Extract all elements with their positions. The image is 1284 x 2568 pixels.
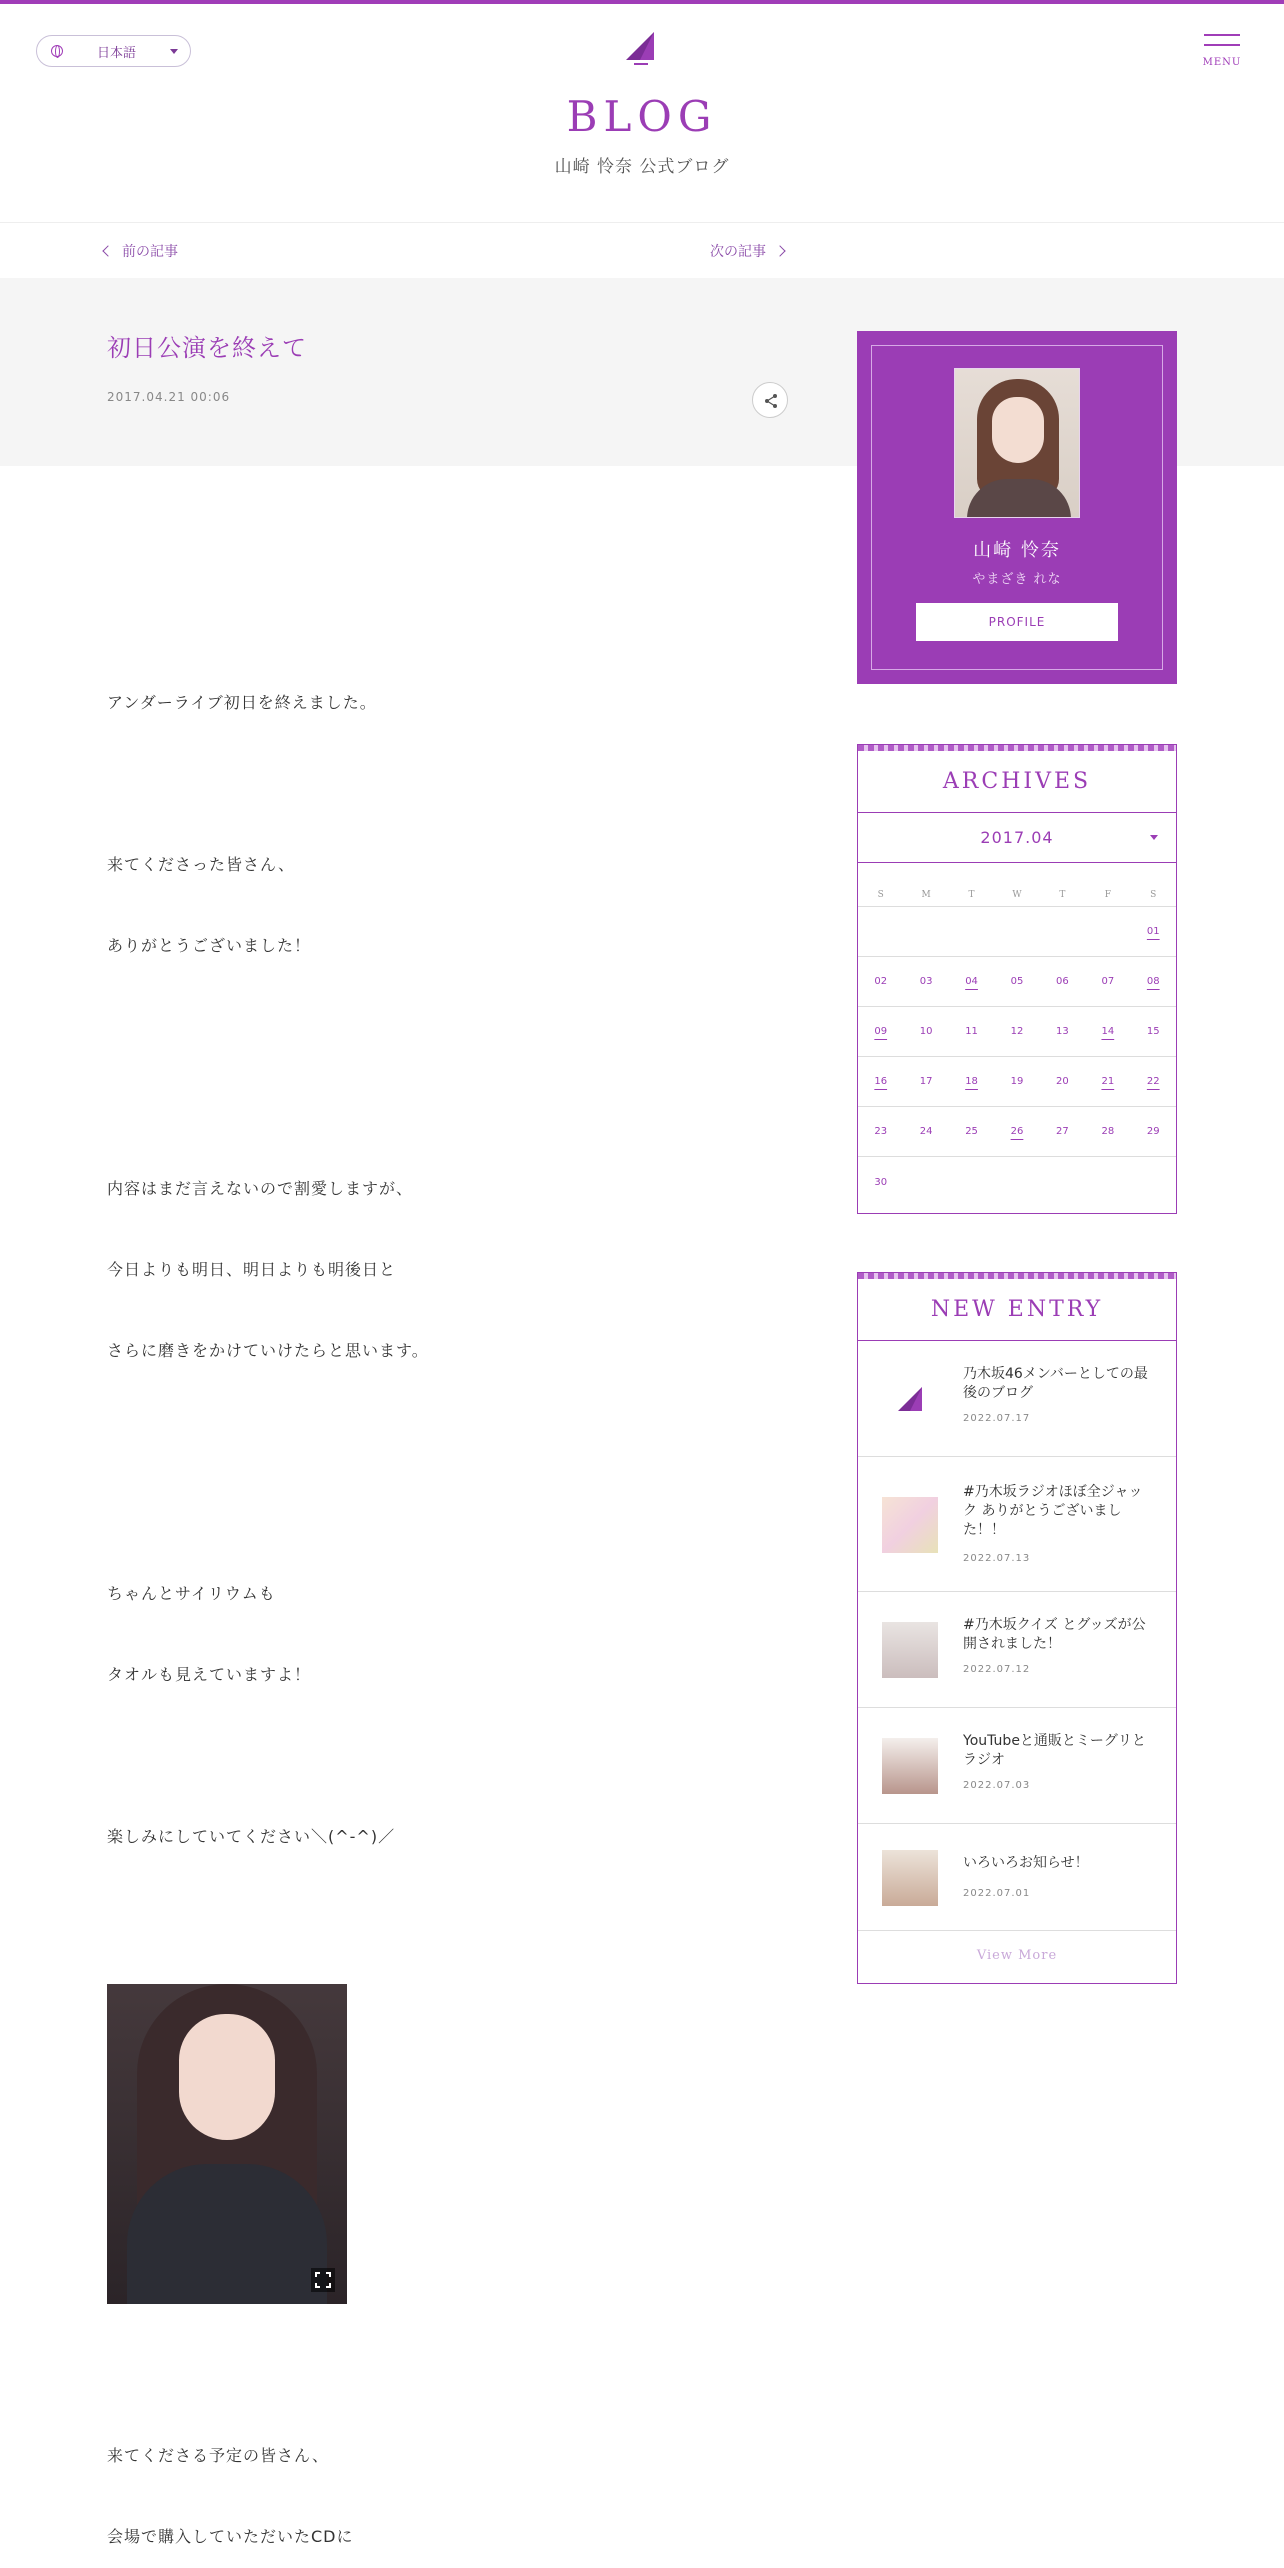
- post-paragraph: 会場で購入していただいたCDに: [107, 2527, 354, 2546]
- profile-photo: [954, 368, 1080, 518]
- weekday-label: M: [921, 890, 931, 900]
- post-paragraph: タオルも見えていますよ！: [107, 1665, 312, 1684]
- post-paragraph: 今日よりも明日、明日よりも明後日と: [107, 1260, 397, 1279]
- calendar-day: 07: [1101, 976, 1115, 987]
- calendar-weekdays: [858, 863, 1176, 907]
- weekday-label: S: [1150, 890, 1157, 900]
- calendar-day: 28: [1101, 1126, 1115, 1137]
- entry-title: いろいろお知らせ！: [963, 1855, 1089, 1871]
- language-selector[interactable]: [36, 35, 191, 67]
- calendar-day: 24: [919, 1126, 933, 1137]
- entry-item[interactable]: [858, 1708, 1176, 1824]
- calendar: [858, 863, 1176, 1207]
- calendar-day: 03: [919, 976, 933, 987]
- calendar-day: 12: [1010, 1026, 1024, 1037]
- calendar-day: 23: [874, 1126, 888, 1137]
- prev-post-label: 前の記事: [122, 244, 178, 260]
- calendar-week: [858, 907, 1176, 957]
- page-subtitle: 山崎 怜奈 公式ブログ: [554, 157, 730, 177]
- caret-down-icon: [1150, 835, 1158, 840]
- post-paragraph: 楽しみにしていてください＼(^-^)／: [107, 1827, 396, 1846]
- calendar-week: [858, 1157, 1176, 1207]
- calendar-day: 27: [1056, 1126, 1069, 1137]
- calendar-day: 06: [1056, 976, 1069, 987]
- calendar-day[interactable]: 26: [1010, 1126, 1024, 1137]
- post-photo[interactable]: [107, 1984, 347, 2304]
- prev-post-link[interactable]: [104, 241, 178, 261]
- entry-date: 2022.07.01: [963, 1888, 1031, 1899]
- caret-down-icon: [170, 49, 178, 54]
- entry-thumbnail: [882, 1622, 938, 1678]
- weekday-label: F: [1104, 890, 1111, 900]
- entry-date: 2022.07.03: [963, 1780, 1031, 1791]
- calendar-day: 20: [1056, 1076, 1069, 1087]
- new-entry-title: NEW ENTRY: [858, 1279, 1176, 1341]
- page-title: BLOG: [566, 92, 718, 141]
- post-paragraph: ちゃんとサイリウムも: [107, 1584, 276, 1603]
- calendar-day[interactable]: 04: [965, 976, 978, 987]
- profile-kana: やまざき れな: [972, 572, 1062, 587]
- menu-button[interactable]: [1202, 34, 1242, 70]
- calendar-day[interactable]: 22: [1146, 1076, 1160, 1087]
- weekday-label: T: [1059, 890, 1066, 900]
- entry-item[interactable]: [858, 1341, 1176, 1457]
- calendar-day[interactable]: 14: [1101, 1026, 1115, 1037]
- calendar-day: 25: [965, 1126, 978, 1137]
- new-entry-widget: [857, 1272, 1177, 1984]
- calendar-day: 11: [965, 1026, 978, 1037]
- next-post-label: 次の記事: [710, 244, 766, 260]
- post-paragraph: 来てくださった皆さん、: [107, 855, 295, 874]
- post-pager: [0, 222, 1284, 278]
- profile-card-inner: [871, 345, 1163, 670]
- profile-button[interactable]: PROFILE: [916, 603, 1118, 641]
- calendar-day: 19: [1010, 1076, 1024, 1087]
- calendar-day: 15: [1146, 1026, 1160, 1037]
- post-date: 2017.04.21 00:06: [107, 390, 231, 404]
- calendar-day[interactable]: 09: [874, 1026, 888, 1037]
- calendar-week: [858, 1107, 1176, 1157]
- share-button[interactable]: [752, 382, 788, 418]
- entry-title: #乃木坂ラジオほぼ全ジャック ありがとうございました！！: [963, 1484, 1143, 1538]
- entry-title: YouTubeと通販とミーグリとラジオ: [963, 1733, 1146, 1768]
- calendar-day: 29: [1146, 1126, 1160, 1137]
- weekday-label: T: [968, 890, 975, 900]
- calendar-day[interactable]: 01: [1146, 926, 1160, 937]
- weekday-label: S: [877, 890, 884, 900]
- month-selector[interactable]: [858, 813, 1176, 863]
- calendar-day[interactable]: 21: [1101, 1076, 1115, 1087]
- calendar-day: 10: [919, 1026, 933, 1037]
- entry-thumbnail: [882, 1738, 938, 1794]
- entry-item[interactable]: [858, 1592, 1176, 1708]
- calendar-day: 30: [874, 1176, 888, 1188]
- menu-label: MENU: [1202, 57, 1242, 68]
- expand-icon[interactable]: [311, 2268, 335, 2292]
- profile-name: 山崎 怜奈: [973, 540, 1061, 561]
- archives-title: ARCHIVES: [858, 751, 1176, 813]
- calendar-day: 05: [1010, 976, 1024, 987]
- chevron-right-icon: [774, 245, 785, 256]
- entry-thumbnail: [882, 1497, 938, 1553]
- entry-thumbnail: [882, 1850, 938, 1906]
- post-paragraph: 来てくださる予定の皆さん、: [107, 2446, 329, 2465]
- post-paragraph: ありがとうございました！: [107, 936, 312, 955]
- photo-face: [179, 2014, 275, 2140]
- post-paragraph: さらに磨きをかけていけたらと思います。: [107, 1341, 429, 1360]
- entry-thumbnail-logo: [882, 1371, 938, 1427]
- post-title: 初日公演を終えて: [107, 334, 307, 362]
- calendar-day[interactable]: 18: [965, 1076, 978, 1087]
- entry-date: 2022.07.13: [963, 1553, 1031, 1564]
- calendar-week: [858, 1007, 1176, 1057]
- nogizaka-logo[interactable]: [624, 30, 656, 68]
- archives-widget: [857, 744, 1177, 1214]
- post-paragraph: 内容はまだ言えないので割愛しますが、: [107, 1179, 414, 1198]
- entry-title: #乃木坂クイズ とグッズが公開されました！: [963, 1617, 1146, 1652]
- post-paragraph: アンダーライブ初日を終えました。: [107, 693, 377, 712]
- next-post-link[interactable]: [710, 241, 784, 261]
- profile-card: [857, 331, 1177, 684]
- photo-body: [127, 2164, 327, 2304]
- chevron-left-icon: [102, 245, 113, 256]
- menu-line-icon: [1204, 34, 1240, 36]
- weekday-label: W: [1012, 890, 1022, 900]
- entry-item[interactable]: [858, 1457, 1176, 1592]
- calendar-day: 17: [919, 1076, 933, 1087]
- month-selector-value: 2017.04: [980, 828, 1054, 847]
- menu-line-icon: [1204, 44, 1240, 46]
- calendar-week: [858, 1057, 1176, 1107]
- entry-date: 2022.07.17: [963, 1413, 1031, 1424]
- top-accent-bar: [0, 0, 1284, 4]
- profile-photo-face: [992, 397, 1044, 463]
- globe-icon: [51, 45, 63, 57]
- calendar-week: [858, 957, 1176, 1007]
- entry-item[interactable]: [858, 1824, 1176, 1931]
- view-more-link[interactable]: View More: [976, 1947, 1058, 1963]
- entry-date: 2022.07.12: [963, 1664, 1031, 1675]
- language-label: 日本語: [97, 45, 137, 61]
- calendar-day: 02: [874, 976, 888, 987]
- calendar-day[interactable]: 08: [1146, 976, 1160, 987]
- calendar-day: 13: [1056, 1026, 1069, 1037]
- calendar-day[interactable]: 16: [874, 1076, 888, 1087]
- share-icon: [763, 393, 779, 409]
- entry-title: 乃木坂46メンバーとしての最後のブログ: [963, 1366, 1148, 1401]
